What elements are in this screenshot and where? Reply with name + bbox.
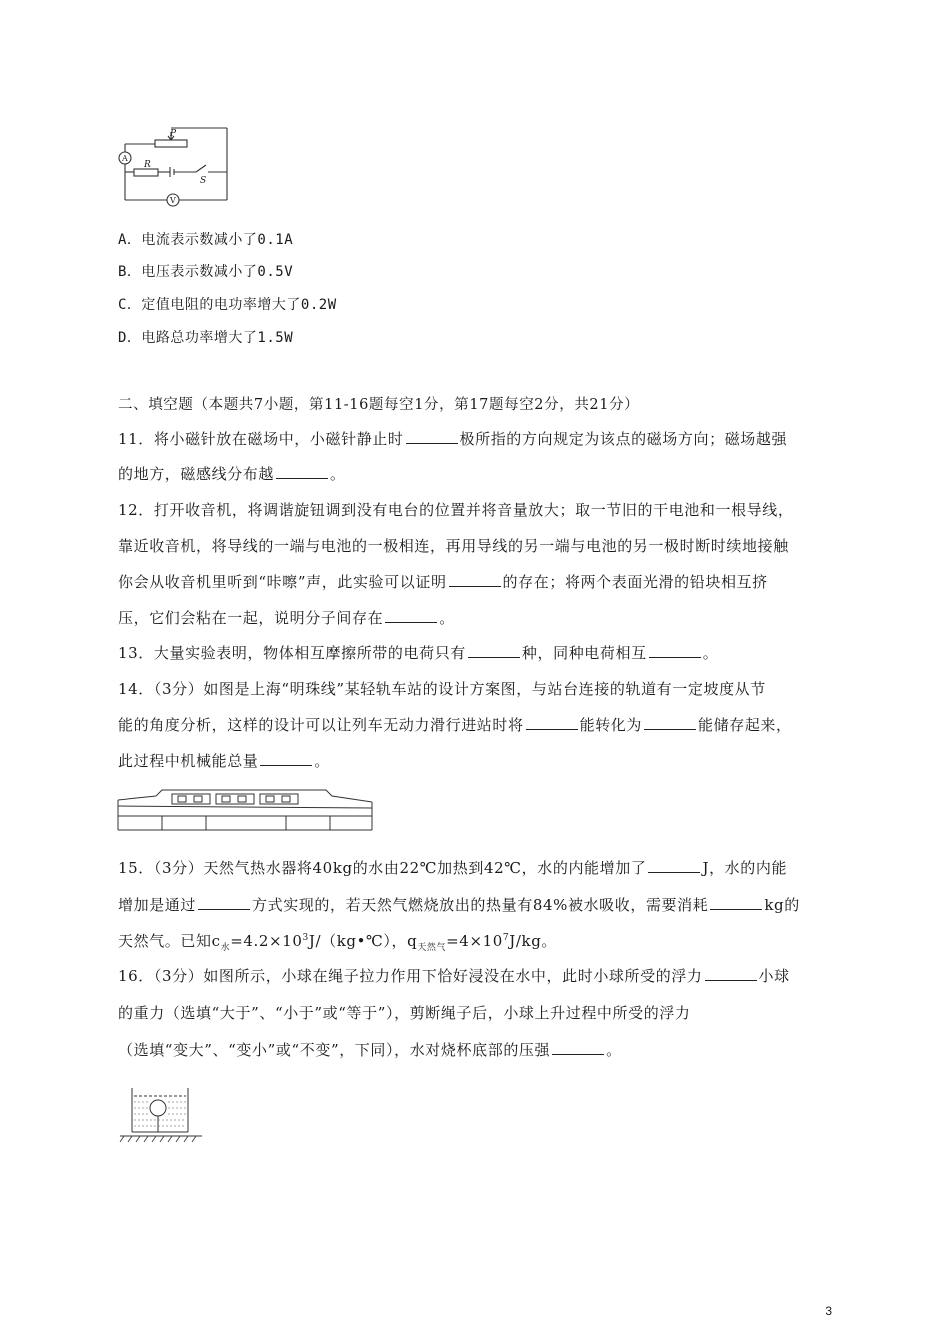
q11-line2: 的地方，磁感线分布越 。 [118, 465, 346, 483]
q16-line1: 16．（3分）如图所示，小球在绳子拉力作用下恰好浸没在水中，此时小球所受的浮力 小球 [118, 967, 790, 985]
q14-line1: 14．（3分）如图是上海“明珠线”某轻轨车站的设计方案图，与站台连接的轨道有一定坡度从节 [118, 680, 766, 698]
q14-line2: 能的角度分析，这样的设计可以让列车无动力滑行进站时将 能转化为 能储存起来， [118, 716, 792, 734]
q16-line2: 的重力（选填“大于”、“小于”或“等于”），剪断绳子后，小球上升过程中所受的浮力 [118, 1004, 691, 1022]
q14-line3: 此过程中机械能总量 。 [118, 752, 331, 770]
q16-line3: （选填“变大”、“变小”或“不变”，下同），水对烧杯底部的压强 。 [118, 1041, 622, 1059]
q12-line3: 你会从收音机里听到“咔嚓”声，此实验可以证明 的存在；将两个表面光滑的铅块相互挤 [118, 573, 768, 591]
option-b: B．电压表示数减小了0.5V [118, 264, 294, 280]
beaker-diagram [118, 1086, 208, 1146]
label-s: S [200, 176, 207, 186]
q12-line4: 压，它们会粘在一起，说明分子间存在 。 [118, 609, 455, 627]
label-v: V [170, 196, 176, 205]
q11-line1: 11．将小磁针放在磁场中，小磁针静止时 极所指的方向规定为该点的磁场方向；磁场越强 [118, 430, 788, 448]
q15-line3: 天然气。已知$c_水=4.2\times 10^3J/(kg•℃)$，$q_{天然气}=4\times 10^7J/kg$。 [118, 932, 558, 953]
option-d: D．电路总功率增大了1.5W [118, 330, 294, 346]
q13-line: 13．大量实验表明，物体相互摩擦所带的电荷只有 种，同种电荷相互 。 [118, 644, 719, 662]
section2-heading: 二、填空题（本题共7小题，第11-16题每空1分，第17题每空2分，共21分） [118, 397, 640, 413]
option-c: C．定值电阻的电功率增大了0.2W [118, 297, 337, 313]
label-a: A [122, 154, 128, 163]
label-r: R [144, 160, 151, 170]
option-a: A．电流表示数减小了0.1A [118, 232, 294, 248]
q12-line2: 靠近收音机，将导线的一端与电池的一极相连，再用导线的另一端与电池的另一极时断时续地接触 [118, 537, 789, 555]
q15-line2: 增加是通过 方式实现的，若天然气燃烧放出的热量有84%被水吸收，需要消耗 kg的 [118, 896, 800, 914]
page-number: 3 [825, 1304, 832, 1318]
label-p: P [170, 129, 177, 139]
station-diagram [116, 784, 376, 834]
q12-line1: 12．打开收音机，将调谐旋钮调到没有电台的位置并将音量放大；取一节旧的干电池和一根导线， [118, 501, 794, 519]
q15-line1: 15．（3分）天然气热水器将40kg的水由22℃加热到42℃，水的内能增加了 J，水的内能 [118, 859, 788, 877]
circuit-diagram [112, 124, 242, 219]
